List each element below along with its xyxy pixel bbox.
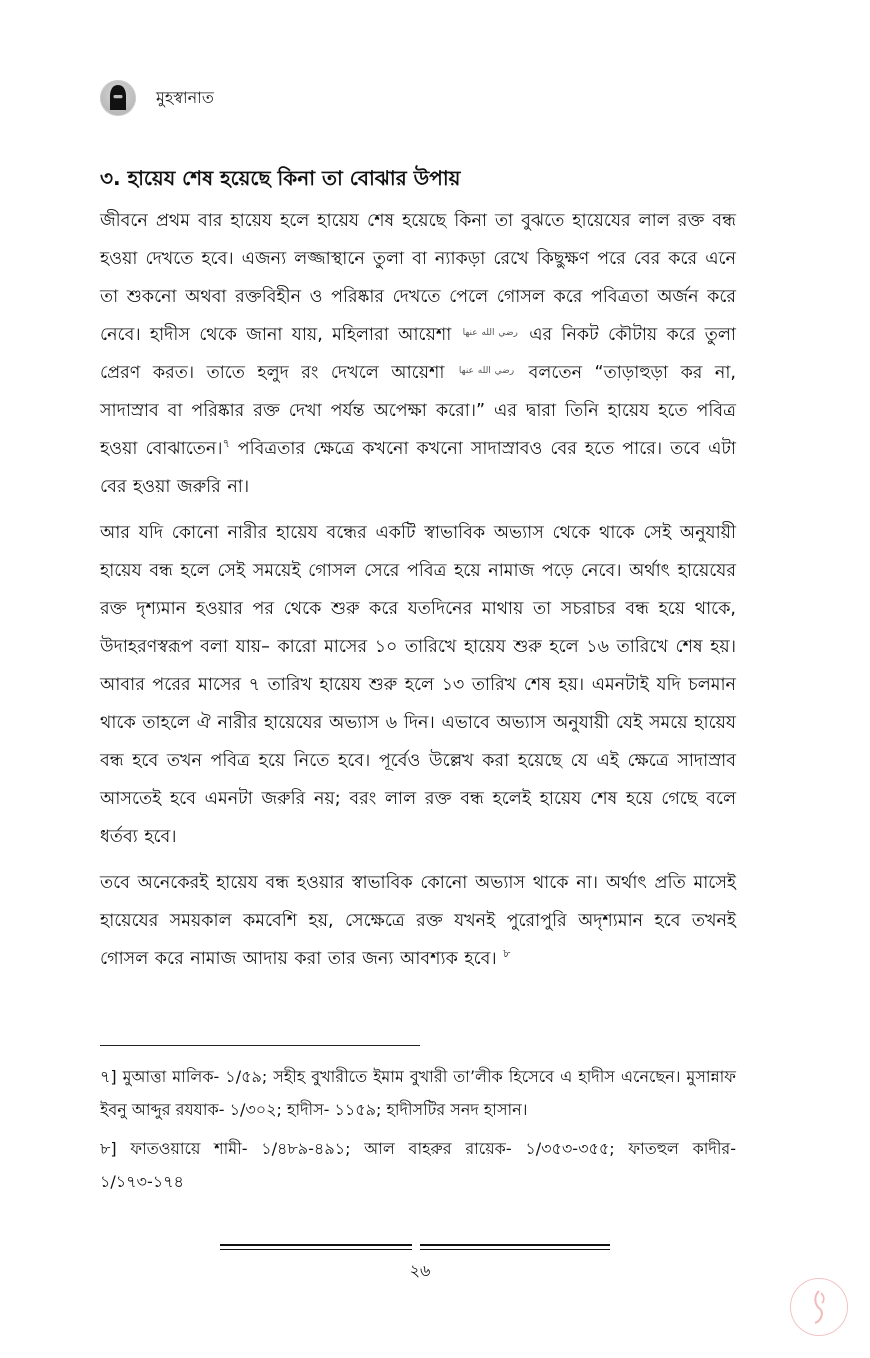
footnotes: [100, 1060, 736, 1204]
main-content: [100, 160, 736, 986]
footnote-8: ৮] ফাতওয়ায়ে শামী- ১/৪৮৯-৪৯১; আল বাহরুর রায়েক- ১/৩৫৩-৩৫৫; ফাতহুল কাদীর- ১/১৭৩-১৭৪: [100, 1139, 736, 1191]
paragraph-3: [100, 864, 736, 978]
footnote-7: ৭] মুআত্তা মালিক- ১/৫৯; সহীহ বুখারীতে ইমাম বুখারী তা’লীক হিসেবে এ হাদীস এনেছেন। মুসান্নাফ ইবনু আব্দুর রযযাক- ১/৩০২; হাদীস- ১১৫৯; হাদীসটির সনদ হাসান।: [100, 1067, 736, 1119]
footer-rule-right: [420, 1244, 610, 1254]
footer-rule-left: [220, 1244, 412, 1254]
honorific-ligature-2: رضي الله عنها: [458, 366, 515, 376]
paragraph-3-text: তবে অনেকেরই হায়েয বন্ধ হওয়ার স্বাভাবিক কোনো অভ্যাস থাকে না। অর্থাৎ প্রতি মাসেই হায়েযের সময়কাল কমবেশি হয়, সেক্ষেত্রে রক্ত যখনই পুরোপুরি অদৃশ্যমান হবে তখনই গোসল করে নামাজ আদায় করা তার জন্য আবশ্যক হবে।: [100, 873, 736, 969]
book-title: মুহস্বানাত: [156, 87, 214, 107]
paragraph-2: আর যদি কোনো নারীর হায়েয বন্ধের একটি স্বাভাবিক অভ্যাস থেকে থাকে সেই অনুযায়ী হায়েয বন্ধ হলে সেই সময়েই গোসল সেরে পবিত্র হয়ে নামাজ পড়ে নেবে। অর্থাৎ হায়েযের রক্ত দৃশ্যমান হওয়ার পর থেকে শুরু করে যতদিনের মাথায় তা সচরাচর বন্ধ হয়ে থাকে, উদাহরণস্বরূপ বলা যায়– কারো মাসের ১০ তারিখে হায়েয শুরু হলে ১৬ তারিখে শেষ হয়। আবার পরের মাসের ৭ তারিখ হায়েয শুরু হলে ১৩ তারিখ শেষ হয়। এমনটাই যদি চলমান থাকে তাহলে ঐ নারীর হায়েযের অভ্যাস ৬ দিন। এভাবে অভ্যাস অনুযায়ী যেই সময়ে হায়েয বন্ধ হবে তখন পবিত্র হয়ে নিতে হবে। পূর্বেও উল্লেখ করা হয়েছে যে এই ক্ষেত্রে সাদাস্রাব আসতেই হবে এমনটা জরুরি নয়; বরং লাল রক্ত বন্ধ হলেই হায়েয শেষ হয়ে গেছে বলে ধর্তব্য হবে।: [100, 523, 736, 847]
footnote-ref-8[interactable]: ৮: [503, 947, 511, 961]
running-header: [100, 78, 214, 118]
paragraph-1: [100, 202, 736, 506]
page-number: ২৬: [409, 1261, 431, 1280]
veiled-woman-icon: [100, 80, 136, 116]
publisher-logo-icon: [790, 1278, 848, 1336]
footnote-ref-7[interactable]: ৭: [222, 437, 230, 451]
paragraph-1-part-d: পবিত্রতার ক্ষেত্রে কখনো কখনো সাদাস্রাবও বের হতে পারে। তবে এটা বের হওয়া জরুরি না।: [100, 439, 736, 497]
footnote-divider: [100, 1045, 420, 1046]
paragraph-1-part-a: জীবনে প্রথম বার হায়েয হলে হায়েয শেষ হয়েছে কিনা তা বুঝতে হায়েযের লাল রক্ত বন্ধ হওয়া দেখতে হবে। এজন্য লজ্জাস্থানে তুলা বা ন্যাকড়া রেখে কিছুক্ষণ পরে বের করে এনে তা শুকনো অথবা রক্তবিহীন ও পরিষ্কার দেখতে পেলে গোসল করে পবিত্রতা অর্জন করে নেবে। হাদীস থেকে জানা যায়, মহিলারা আয়েশা: [100, 211, 736, 345]
paragraph-1-part-c: বলতেন “তাড়াহুড়া কর না, সাদাস্রাব বা পরিষ্কার রক্ত দেখা পর্যন্ত অপেক্ষা করো।” এর দ্বারা তিনি হায়েয হতে পবিত্র হওয়া বোঝাতেন।: [100, 363, 736, 459]
section-heading: ৩. হায়েয শেষ হয়েছে কিনা তা বোঝার উপায়: [100, 166, 461, 190]
honorific-ligature-1: رضي الله عنها: [462, 328, 518, 338]
paragraph-1-part-b: এর নিকট কৌটায় করে তুলা প্রেরণ করত। তাতে হলুদ রং দেখলে আয়েশা: [100, 325, 736, 383]
